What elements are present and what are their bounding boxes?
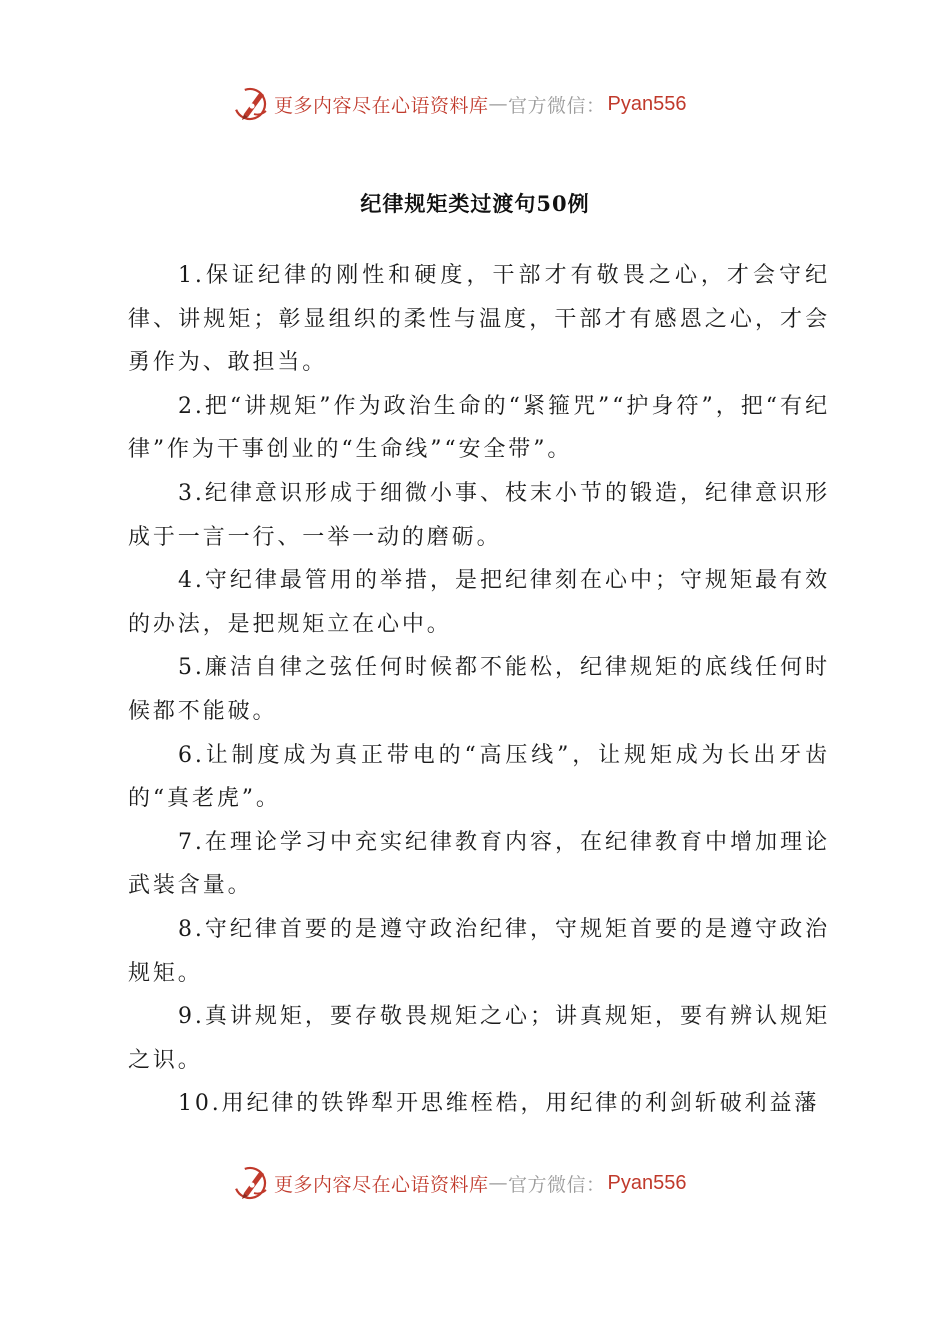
list-item: 9.真讲规矩，要存敬畏规矩之心；讲真规矩，要有辨认规矩之识。 [128,1004,830,1073]
pen-logo-icon [232,84,272,124]
header-watermark-banner [0,82,950,126]
list-item: 6.让制度成为真正带电的“高压线”，让规矩成为长出牙齿的“真老虎”。 [128,742,830,812]
list-item: 1.保证纪律的刚性和硬度，干部才有敬畏之心，才会守纪律、讲规矩；彰显组织的柔性与温度，干部才有感恩之心，才会勇作为、敢担当。 [128,263,830,376]
banner-wechat-id: Pyan556 [607,92,687,115]
list-item: 7.在理论学习中充实纪律教育内容，在纪律教育中增加理论武装含量。 [128,829,830,899]
pen-logo-icon [232,1163,272,1203]
list-item: 10.用纪律的铁铧犁开思维桎梏，用纪律的利剑斩破利益藩 [178,1091,820,1117]
banner-slogan: 更多内容尽在心语资料库 [274,1173,489,1196]
banner-slogan: 更多内容尽在心语资料库 [274,94,489,117]
footer-watermark-banner [0,1161,950,1205]
list-item: 5.廉洁自律之弦任何时候都不能松，纪律规矩的底线任何时候都不能破。 [128,655,830,724]
document-body [128,254,830,1126]
banner-dash: — [488,93,509,115]
banner-dash: — [488,1172,509,1194]
list-item: 4.守纪律最管用的举措，是把纪律刻在心中；守规矩最有效的办法，是把规矩立在心中。 [128,568,830,637]
list-item: 3.纪律意识形成于细微小事、枝末小节的锻造，纪律意识形成于一言一行、一举一动的磨砺。 [128,480,830,550]
banner-wechat-label: 官方微信： [508,94,606,117]
banner-wechat-id: Pyan556 [607,1171,687,1194]
list-item: 8.守纪律首要的是遵守政治纪律，守规矩首要的是遵守政治规矩。 [128,916,830,986]
list-item: 2.把“讲规矩”作为政治生命的“紧箍咒”“护身符”，把“有纪律”作为干事创业的“生命线”“安全带”。 [128,393,830,463]
banner-wechat-label: 官方微信： [508,1173,606,1196]
document-title: 纪律规矩类过渡句50例 [360,191,590,216]
